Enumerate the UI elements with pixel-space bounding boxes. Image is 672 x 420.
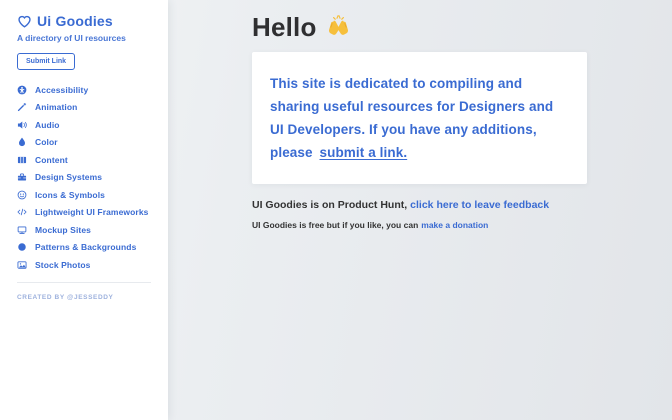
droplet-icon <box>17 137 27 147</box>
logo[interactable] <box>17 13 151 29</box>
sidebar-item-label: Color <box>35 137 58 148</box>
columns-icon <box>17 155 27 165</box>
sidebar-item-lightweight-ui-frameworks[interactable] <box>17 204 151 222</box>
donation-text: UI Goodies is free but if you like, you can <box>252 220 419 230</box>
sidebar-item-label: Animation <box>35 102 78 113</box>
sidebar-item-label: Design Systems <box>35 172 103 183</box>
photo-icon <box>17 260 27 270</box>
tagline: A directory of UI resources <box>17 33 126 43</box>
sidebar-item-icons-symbols[interactable] <box>17 186 151 204</box>
raising-hands-emoji <box>325 15 352 40</box>
sidebar-item-content[interactable] <box>17 151 151 169</box>
code-icon <box>17 207 27 217</box>
created-by-link[interactable]: CREATED BY @JESSEDDY <box>17 293 114 301</box>
greeting <box>252 12 672 43</box>
sidebar-item-label: Content <box>35 154 68 165</box>
sidebar-item-label: Lightweight UI Frameworks <box>35 207 149 218</box>
sidebar-item-audio[interactable] <box>17 116 151 134</box>
speaker-icon <box>17 120 27 130</box>
product-hunt-line <box>252 199 672 211</box>
app-title: Ui Goodies <box>37 13 113 29</box>
page-title: Hello <box>252 12 317 42</box>
smiley-icon <box>17 190 27 200</box>
make-a-donation-link[interactable]: make a donation <box>421 220 489 230</box>
product-hunt-text: UI Goodies is on Product Hunt, <box>252 199 408 211</box>
sidebar-item-patterns-backgrounds[interactable] <box>17 239 151 257</box>
heart-icon <box>17 14 32 29</box>
sidebar-item-label: Mockup Sites <box>35 224 91 235</box>
sidebar-item-label: Audio <box>35 119 60 130</box>
sidebar-item-label: Accessibility <box>35 84 89 95</box>
toolbox-icon <box>17 172 27 182</box>
submit-a-link-link[interactable]: submit a link. <box>319 145 408 160</box>
sidebar-item-mockup-sites[interactable] <box>17 221 151 239</box>
submit-link-button[interactable]: Submit Link <box>17 53 75 70</box>
intro-text <box>270 72 569 164</box>
product-hunt-feedback-link[interactable]: click here to leave feedback <box>410 199 550 211</box>
sidebar-nav <box>17 81 151 274</box>
sidebar-divider <box>17 282 151 283</box>
sidebar-item-label: Stock Photos <box>35 259 91 270</box>
sidebar <box>0 0 168 420</box>
sidebar-item-label: Icons & Symbols <box>35 189 105 200</box>
donation-line <box>252 220 672 230</box>
monitor-icon <box>17 225 27 235</box>
magic-wand-icon <box>17 102 27 112</box>
filled-circle-icon <box>17 242 27 252</box>
sidebar-item-stock-photos[interactable] <box>17 256 151 274</box>
intro-text-body: This site is dedicated to compiling and sharing useful resources for Designers and UI Developers. If you have any additions, please <box>270 76 554 160</box>
sidebar-item-color[interactable] <box>17 134 151 152</box>
sidebar-item-label: Patterns & Backgrounds <box>35 242 137 253</box>
accessibility-icon <box>17 85 27 95</box>
intro-card <box>252 52 587 184</box>
main-content <box>168 0 672 420</box>
sidebar-item-design-systems[interactable] <box>17 169 151 187</box>
sidebar-item-animation[interactable] <box>17 99 151 117</box>
sidebar-item-accessibility[interactable] <box>17 81 151 99</box>
